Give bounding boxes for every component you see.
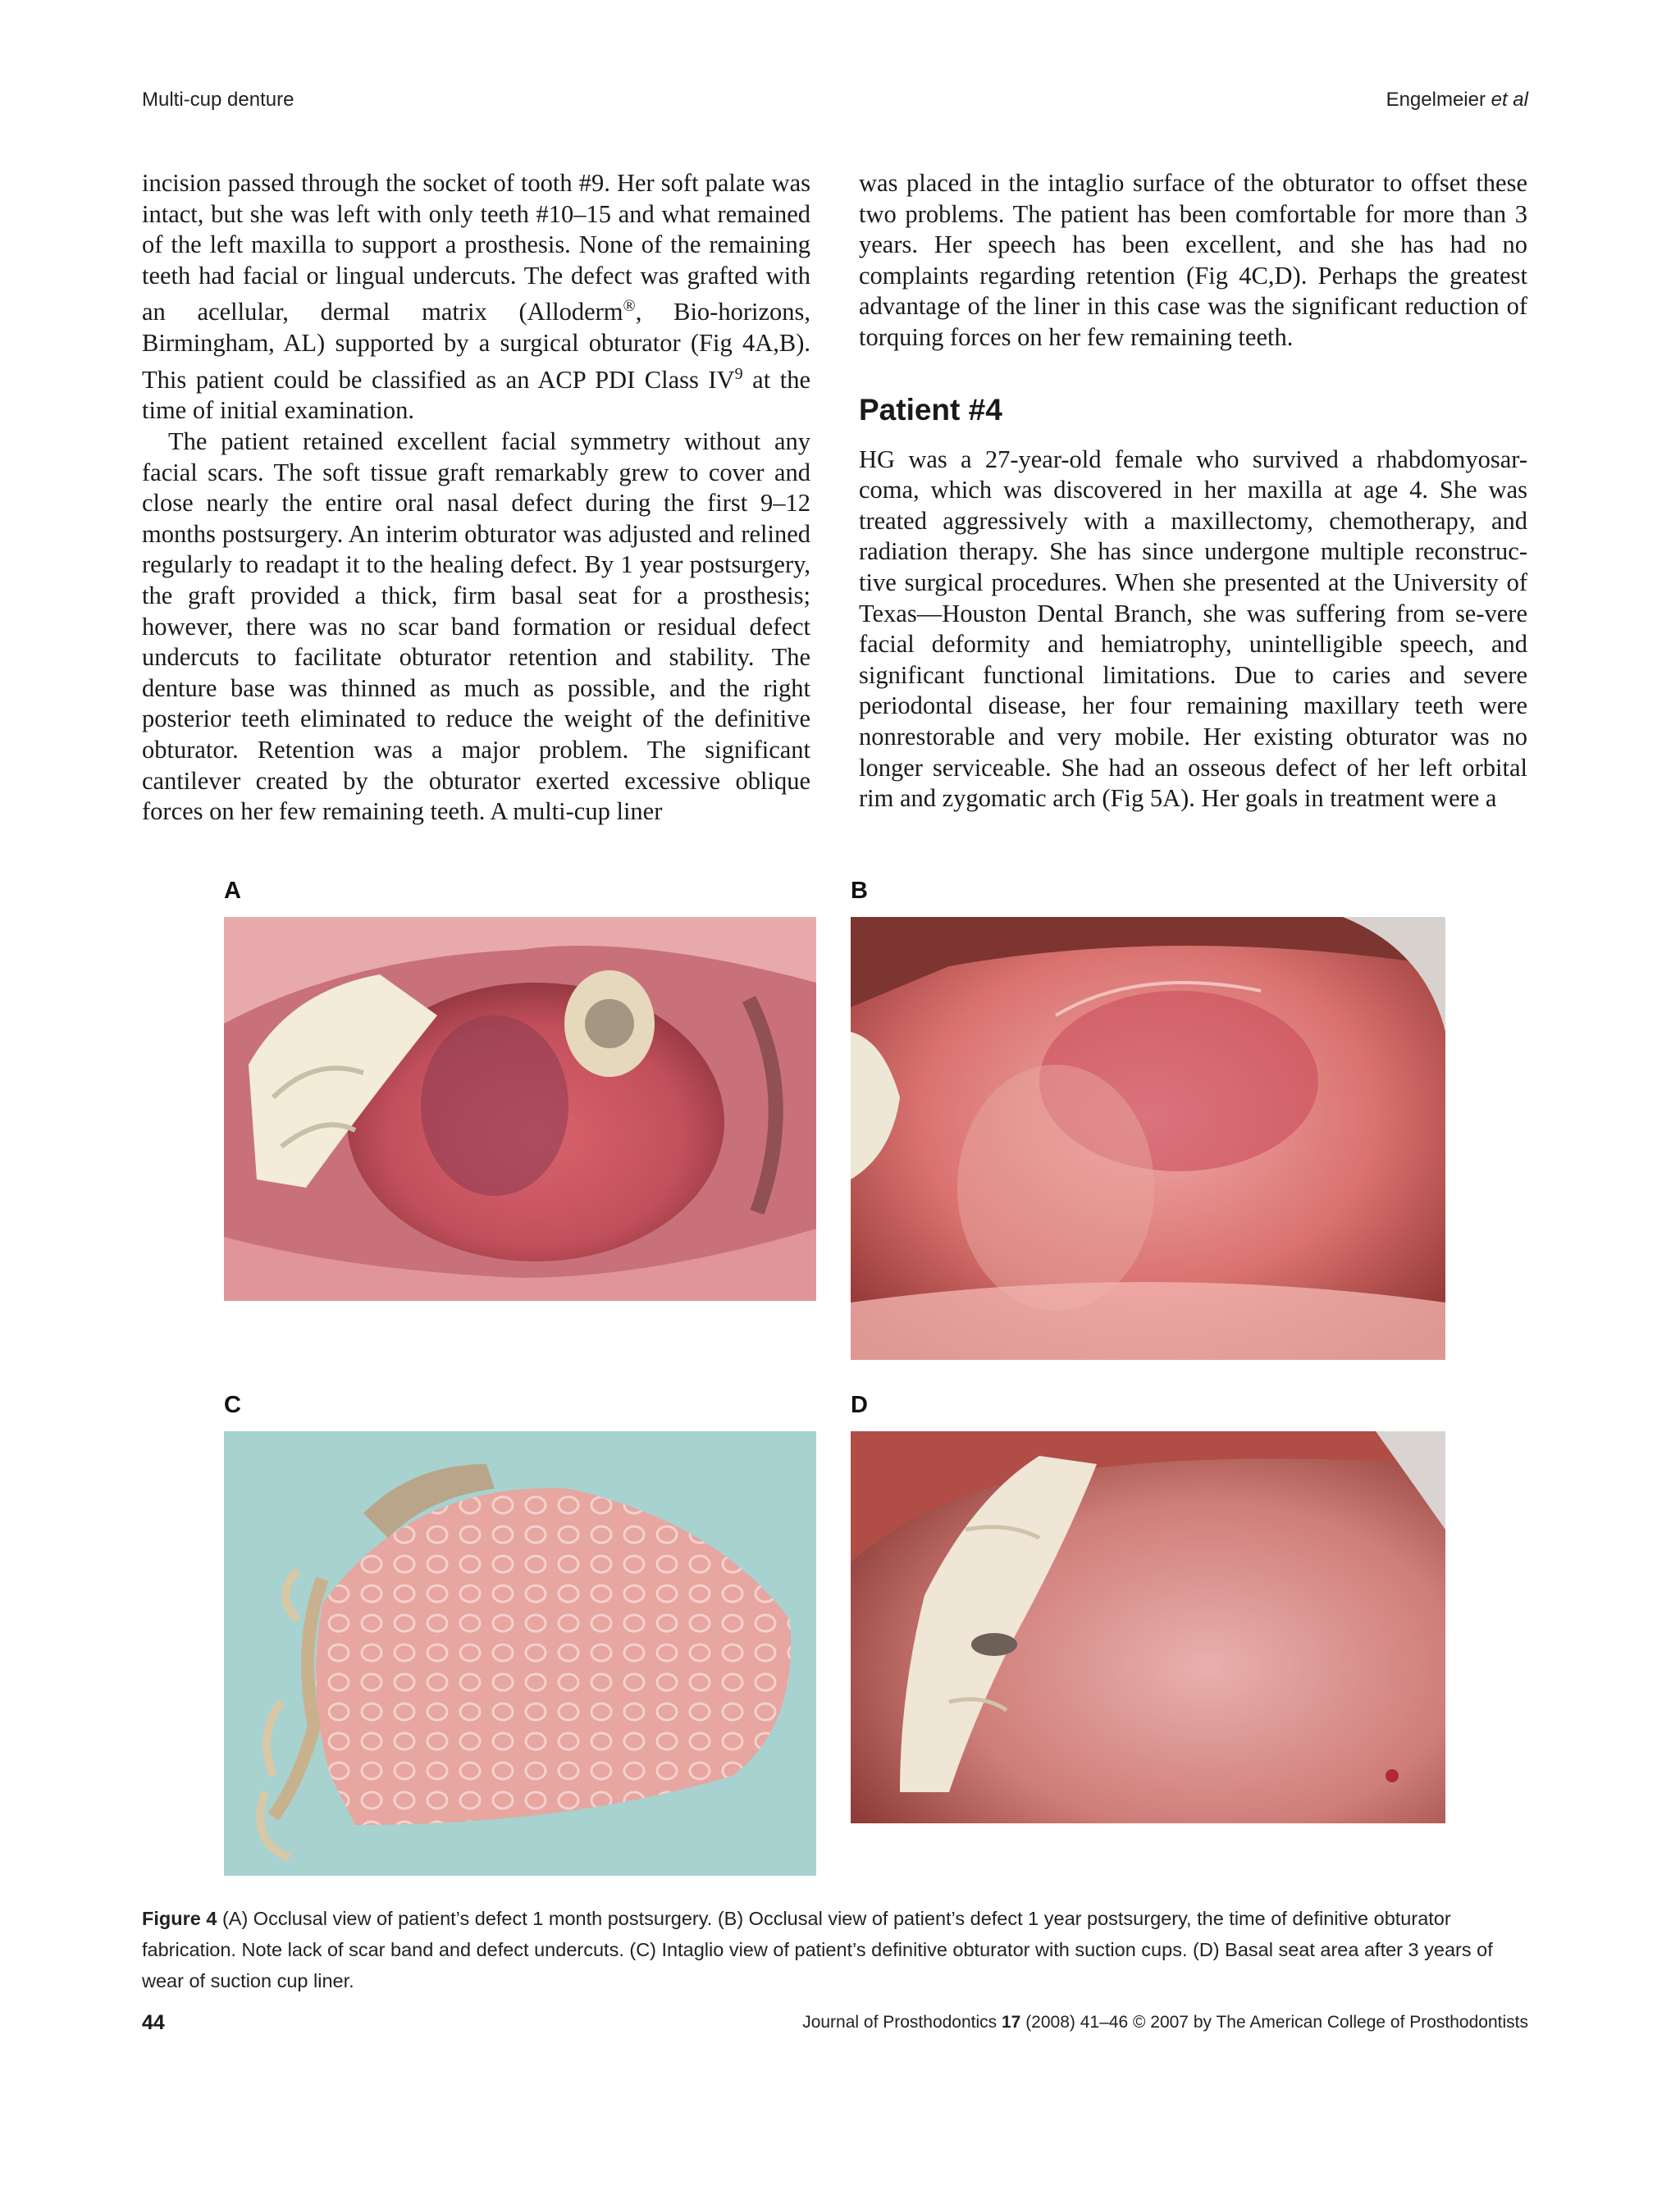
page-number: 44 <box>142 2011 165 2034</box>
photo-a-illustration <box>224 917 816 1301</box>
figure-caption-text: (A) Occlusal view of patient’s defect 1 month postsurgery. (B) Occlusal view of patient’s defect 1 year postsurgery, the time of definitive obturator fabrication. Note lack of scar band and defect undercuts. (C) Intaglio view of patient’s definitive obturator with suction cups. (D) Basal seat area after 3 years of wear of suction cup liner. <box>142 1908 1493 1991</box>
photo-d-illustration <box>851 1431 1445 1823</box>
section-heading-patient-4: Patient #4 <box>859 392 1002 427</box>
running-head-title: Multi-cup denture <box>142 89 294 111</box>
left-column <box>142 168 810 828</box>
journal-citation: Journal of Prosthodontics 17 (2008) 41–46 © 2007 by The American College of Prosthodontists <box>802 2013 1528 2032</box>
photo-b-illustration <box>851 917 1445 1360</box>
right-paragraph-1: was placed in the intaglio surface of the obturator to offset these two problems. The patient has been comfortable for more than 3 years. Her speech has been excellent, and she has had no complaints regarding retention (Fig 4C,D). Perhaps the greatest advantage of the liner in this case was the significant reduction of torquing forces on her few remaining teeth. <box>859 169 1527 351</box>
panel-label-b: B <box>851 878 868 904</box>
photo-c-illustration <box>224 1431 816 1876</box>
right-paragraph-2: HG was a 27-year-old female who survived a rhabdomyosar-coma, which was discovered in her maxilla at age 4. She was treated aggressively with a maxillectomy, chemotherapy, and radiation therapy. She has since undergone multiple reconstruc-tive surgical procedures. When she presented at the University of Texas—Houston Dental Branch, she was suffering from se-vere facial deformity and hemiatrophy, unintelligible speech, and significant functional limitations. Due to caries and severe periodontal disease, her four remaining maxillary teeth were nonrestorable and very mobile. Her existing obturator was no longer serviceable. She had an osseous defect of her left orbital rim and zygomatic arch (Fig 5A). Her goals in treatment were a <box>859 445 1527 813</box>
left-paragraph-1: incision passed through the socket of tooth #9. Her soft palate was intact, but she was left with only teeth #10–15 and what remained of the left maxilla to support a prosthesis. None of the remaining teeth had facial or lingual undercuts. The defect was grafted with an acellular, dermal matrix (Alloderm®, Bio-horizons, Birmingham, AL) supported by a surgical obturator (Fig 4A,B). This patient could be classified as an ACP PDI Class $IV^9$ at the time of initial examination. <box>142 169 810 425</box>
right-column <box>859 168 1527 814</box>
figure-label: Figure 4 <box>142 1908 217 1929</box>
reference-superscript: 9 <box>734 364 743 383</box>
running-head-authors: Engelmeier et al <box>1386 89 1528 111</box>
photo-d-basal-seat <box>851 1431 1445 1823</box>
panel-label-d: D <box>851 1392 868 1418</box>
volume-number: 17 <box>1002 2013 1021 2032</box>
photo-a-defect-1-month <box>224 917 816 1301</box>
panel-label-a: A <box>224 878 241 904</box>
photo-b-defect-1-year <box>851 917 1445 1360</box>
panel-label-c: C <box>224 1392 241 1418</box>
et-al: et al <box>1491 89 1528 111</box>
registered-mark: ® <box>623 297 636 316</box>
figure-caption <box>142 1903 1528 1996</box>
left-paragraph-2: The patient retained excellent facial symmetry without any facial scars. The soft tissue graft remarkably grew to cover and close nearly the entire oral nasal defect during the first 9–12 months postsurgery. An interim obturator was adjusted and relined regularly to readapt it to the healing defect. By 1 year postsurgery, the graft provided a thick, firm basal seat for a prosthesis; however, there was no scar band formation or residual defect undercuts to facilitate obturator retention and stability. The denture base was thinned as much as possible, and the right posterior teeth eliminated to reduce the weight of the definitive obturator. Retention was a major problem. The significant cantilever created by the obturator exerted excessive oblique forces on her few remaining teeth. A multi-cup liner <box>142 427 810 826</box>
photo-c-obturator-suction-cups <box>224 1431 816 1876</box>
